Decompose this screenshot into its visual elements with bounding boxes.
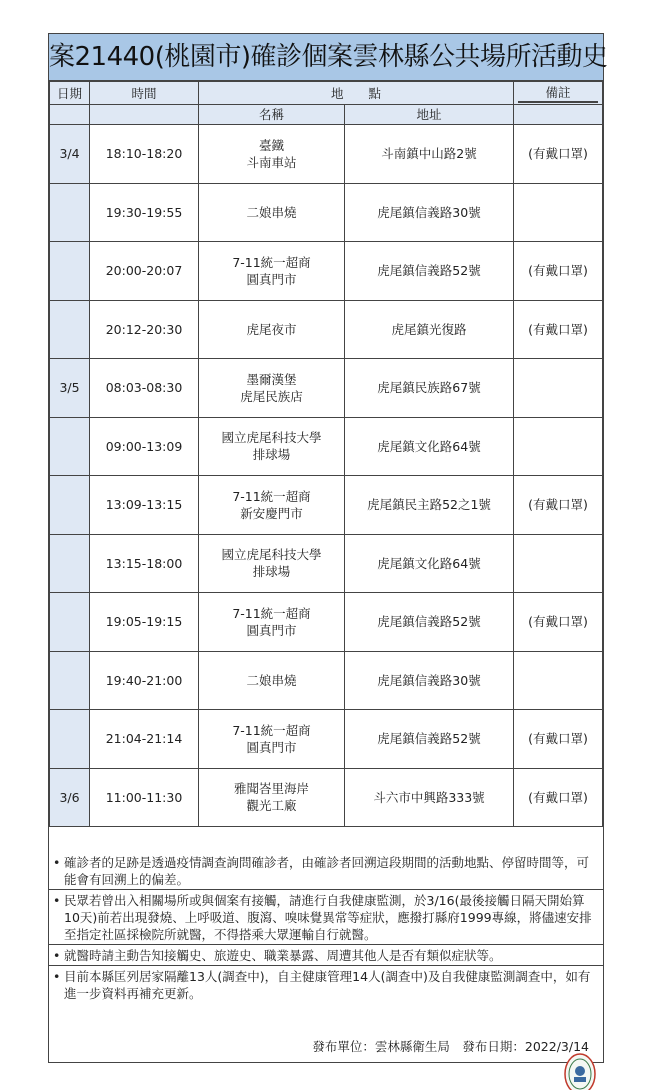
name-line: 圓真門市 — [246, 739, 297, 755]
name-cell — [199, 359, 345, 418]
header-note-label: 備註 — [518, 84, 598, 103]
note-cell — [514, 651, 603, 710]
time-cell: 20:00-20:07 — [90, 242, 199, 301]
subheader-row — [50, 105, 603, 125]
time-cell: 09:00-13:09 — [90, 417, 199, 476]
table-row — [50, 651, 603, 710]
blank-cell — [514, 105, 603, 125]
table-row — [50, 242, 603, 301]
address-cell: 虎尾鎮信義路52號 — [345, 593, 514, 652]
name-cell — [199, 183, 345, 242]
name-line: 排球場 — [252, 564, 291, 580]
note-text: 民眾若曾出入相關場所或與個案有接觸，請進行自我健康監測，於3/16(最後接觸日隔天開始算10天)前若出現發燒、上呼吸道、腹瀉、嗅味覺異常等症狀，應撥打縣府1999專線，將儘速安排至指定社區採檢院所就醫，不得搭乘大眾運輸自行就醫。 — [64, 893, 592, 942]
address-cell: 虎尾鎮信義路30號 — [345, 651, 514, 710]
bullet-icon: • — [53, 855, 61, 870]
name-line: 墨爾漢堡 — [246, 371, 297, 387]
note-item — [49, 852, 603, 890]
address-cell: 虎尾鎮光復路 — [345, 300, 514, 359]
page-title: 案21440(桃園市)確診個案雲林縣公共場所活動史 — [49, 34, 603, 81]
name-line: 斗南車站 — [246, 154, 297, 170]
address-cell: 虎尾鎮文化路64號 — [345, 417, 514, 476]
activity-table — [49, 81, 603, 827]
time-cell: 13:15-18:00 — [90, 534, 199, 593]
time-cell: 21:04-21:14 — [90, 710, 199, 769]
header-note — [514, 82, 603, 105]
note-text: 確診者的足跡是透過疫情調查詢問確診者，由確診者回溯這段期間的活動地點、停留時間等，可能會有回溯上的偏差。 — [64, 855, 590, 887]
name-line: 7-11統一超商 — [232, 254, 311, 270]
date-cell: 3/6 — [50, 768, 90, 827]
note-cell — [514, 417, 603, 476]
table-row — [50, 768, 603, 827]
date-cell — [50, 476, 90, 535]
bullet-icon: • — [53, 893, 61, 908]
header-date: 日期 — [50, 82, 90, 105]
address-cell: 斗南鎮中山路2號 — [345, 125, 514, 184]
name-line: 7-11統一超商 — [232, 488, 311, 504]
note-cell: (有戴口罩) — [514, 125, 603, 184]
name-line: 排球場 — [252, 447, 291, 463]
address-cell: 虎尾鎮民主路52之1號 — [345, 476, 514, 535]
blank-cell — [50, 105, 90, 125]
address-cell: 虎尾鎮信義路52號 — [345, 710, 514, 769]
name-cell — [199, 768, 345, 827]
name-line: 圓真門市 — [246, 622, 297, 638]
name-cell — [199, 593, 345, 652]
note-cell: (有戴口罩) — [514, 300, 603, 359]
name-cell — [199, 242, 345, 301]
name-cell — [199, 710, 345, 769]
address-cell: 虎尾鎮信義路52號 — [345, 242, 514, 301]
name-line: 國立虎尾科技大學 — [221, 430, 322, 446]
name-cell — [199, 534, 345, 593]
name-line: 虎尾夜市 — [246, 321, 297, 337]
header-place: 地 點 — [199, 82, 514, 105]
note-cell: (有戴口罩) — [514, 768, 603, 827]
table-row — [50, 125, 603, 184]
note-cell: (有戴口罩) — [514, 593, 603, 652]
time-cell: 13:09-13:15 — [90, 476, 199, 535]
name-line: 7-11統一超商 — [232, 605, 311, 621]
note-cell: (有戴口罩) — [514, 476, 603, 535]
announcement-frame — [48, 33, 608, 1063]
note-cell — [514, 534, 603, 593]
table-row — [50, 300, 603, 359]
date-cell — [50, 710, 90, 769]
time-cell: 19:40-21:00 — [90, 651, 199, 710]
date-cell — [50, 534, 90, 593]
name-line: 7-11統一超商 — [232, 722, 311, 738]
time-cell: 08:03-08:30 — [90, 359, 199, 418]
note-cell — [514, 359, 603, 418]
name-line: 雅聞峇里海岸 — [233, 781, 309, 797]
name-line: 虎尾民族店 — [240, 388, 303, 404]
time-cell: 18:10-18:20 — [90, 125, 199, 184]
note-item — [49, 945, 603, 966]
date-cell — [50, 417, 90, 476]
name-line: 新安慶門市 — [240, 505, 303, 521]
date-cell — [50, 651, 90, 710]
date-cell — [50, 593, 90, 652]
name-line: 二娘串燒 — [246, 672, 297, 688]
time-cell: 20:12-20:30 — [90, 300, 199, 359]
table-row — [50, 476, 603, 535]
date-cell: 3/4 — [50, 125, 90, 184]
name-cell — [199, 476, 345, 535]
name-line: 圓真門市 — [246, 271, 297, 287]
name-cell — [199, 125, 345, 184]
address-cell: 虎尾鎮信義路30號 — [345, 183, 514, 242]
table-row — [50, 417, 603, 476]
name-cell — [199, 651, 345, 710]
time-cell: 11:00-11:30 — [90, 768, 199, 827]
date-cell — [50, 300, 90, 359]
blank-cell — [90, 105, 199, 125]
header-time: 時間 — [90, 82, 199, 105]
seal-icon — [563, 1052, 597, 1090]
notes-section — [49, 852, 603, 1003]
note-cell: (有戴口罩) — [514, 242, 603, 301]
name-cell — [199, 300, 345, 359]
note-item — [49, 966, 603, 1003]
name-line: 國立虎尾科技大學 — [221, 547, 322, 563]
header-address: 地址 — [345, 105, 514, 125]
table-row — [50, 710, 603, 769]
date-cell: 3/5 — [50, 359, 90, 418]
note-text: 就醫時請主動告知接觸史、旅遊史、職業暴露、周遭其他人是否有類似症狀等。 — [64, 948, 502, 963]
address-cell: 斗六市中興路333號 — [345, 768, 514, 827]
name-line: 臺鐵 — [258, 137, 284, 153]
header-name: 名稱 — [199, 105, 345, 125]
bullet-icon: • — [53, 969, 61, 984]
note-cell: (有戴口罩) — [514, 710, 603, 769]
publisher-info: 發布單位：雲林縣衛生局 發布日期：2022/3/14 — [312, 1039, 589, 1054]
date-cell — [50, 242, 90, 301]
time-cell: 19:30-19:55 — [90, 183, 199, 242]
table-row — [50, 593, 603, 652]
header-row — [50, 82, 603, 105]
name-line: 二娘串燒 — [246, 204, 297, 220]
name-line: 觀光工廠 — [246, 798, 297, 814]
name-cell — [199, 417, 345, 476]
table-row — [50, 534, 603, 593]
address-cell: 虎尾鎮文化路64號 — [345, 534, 514, 593]
note-cell — [514, 183, 603, 242]
date-cell — [50, 183, 90, 242]
bullet-icon: • — [53, 948, 61, 963]
table-row — [50, 183, 603, 242]
table-row — [50, 359, 603, 418]
time-cell: 19:05-19:15 — [90, 593, 199, 652]
address-cell: 虎尾鎮民族路67號 — [345, 359, 514, 418]
note-text: 目前本縣匡列居家隔離13人(調查中)，自主健康管理14人(調查中)及自我健康監測調查中，如有進一步資料再補充更新。 — [64, 969, 591, 1001]
note-item — [49, 890, 603, 945]
